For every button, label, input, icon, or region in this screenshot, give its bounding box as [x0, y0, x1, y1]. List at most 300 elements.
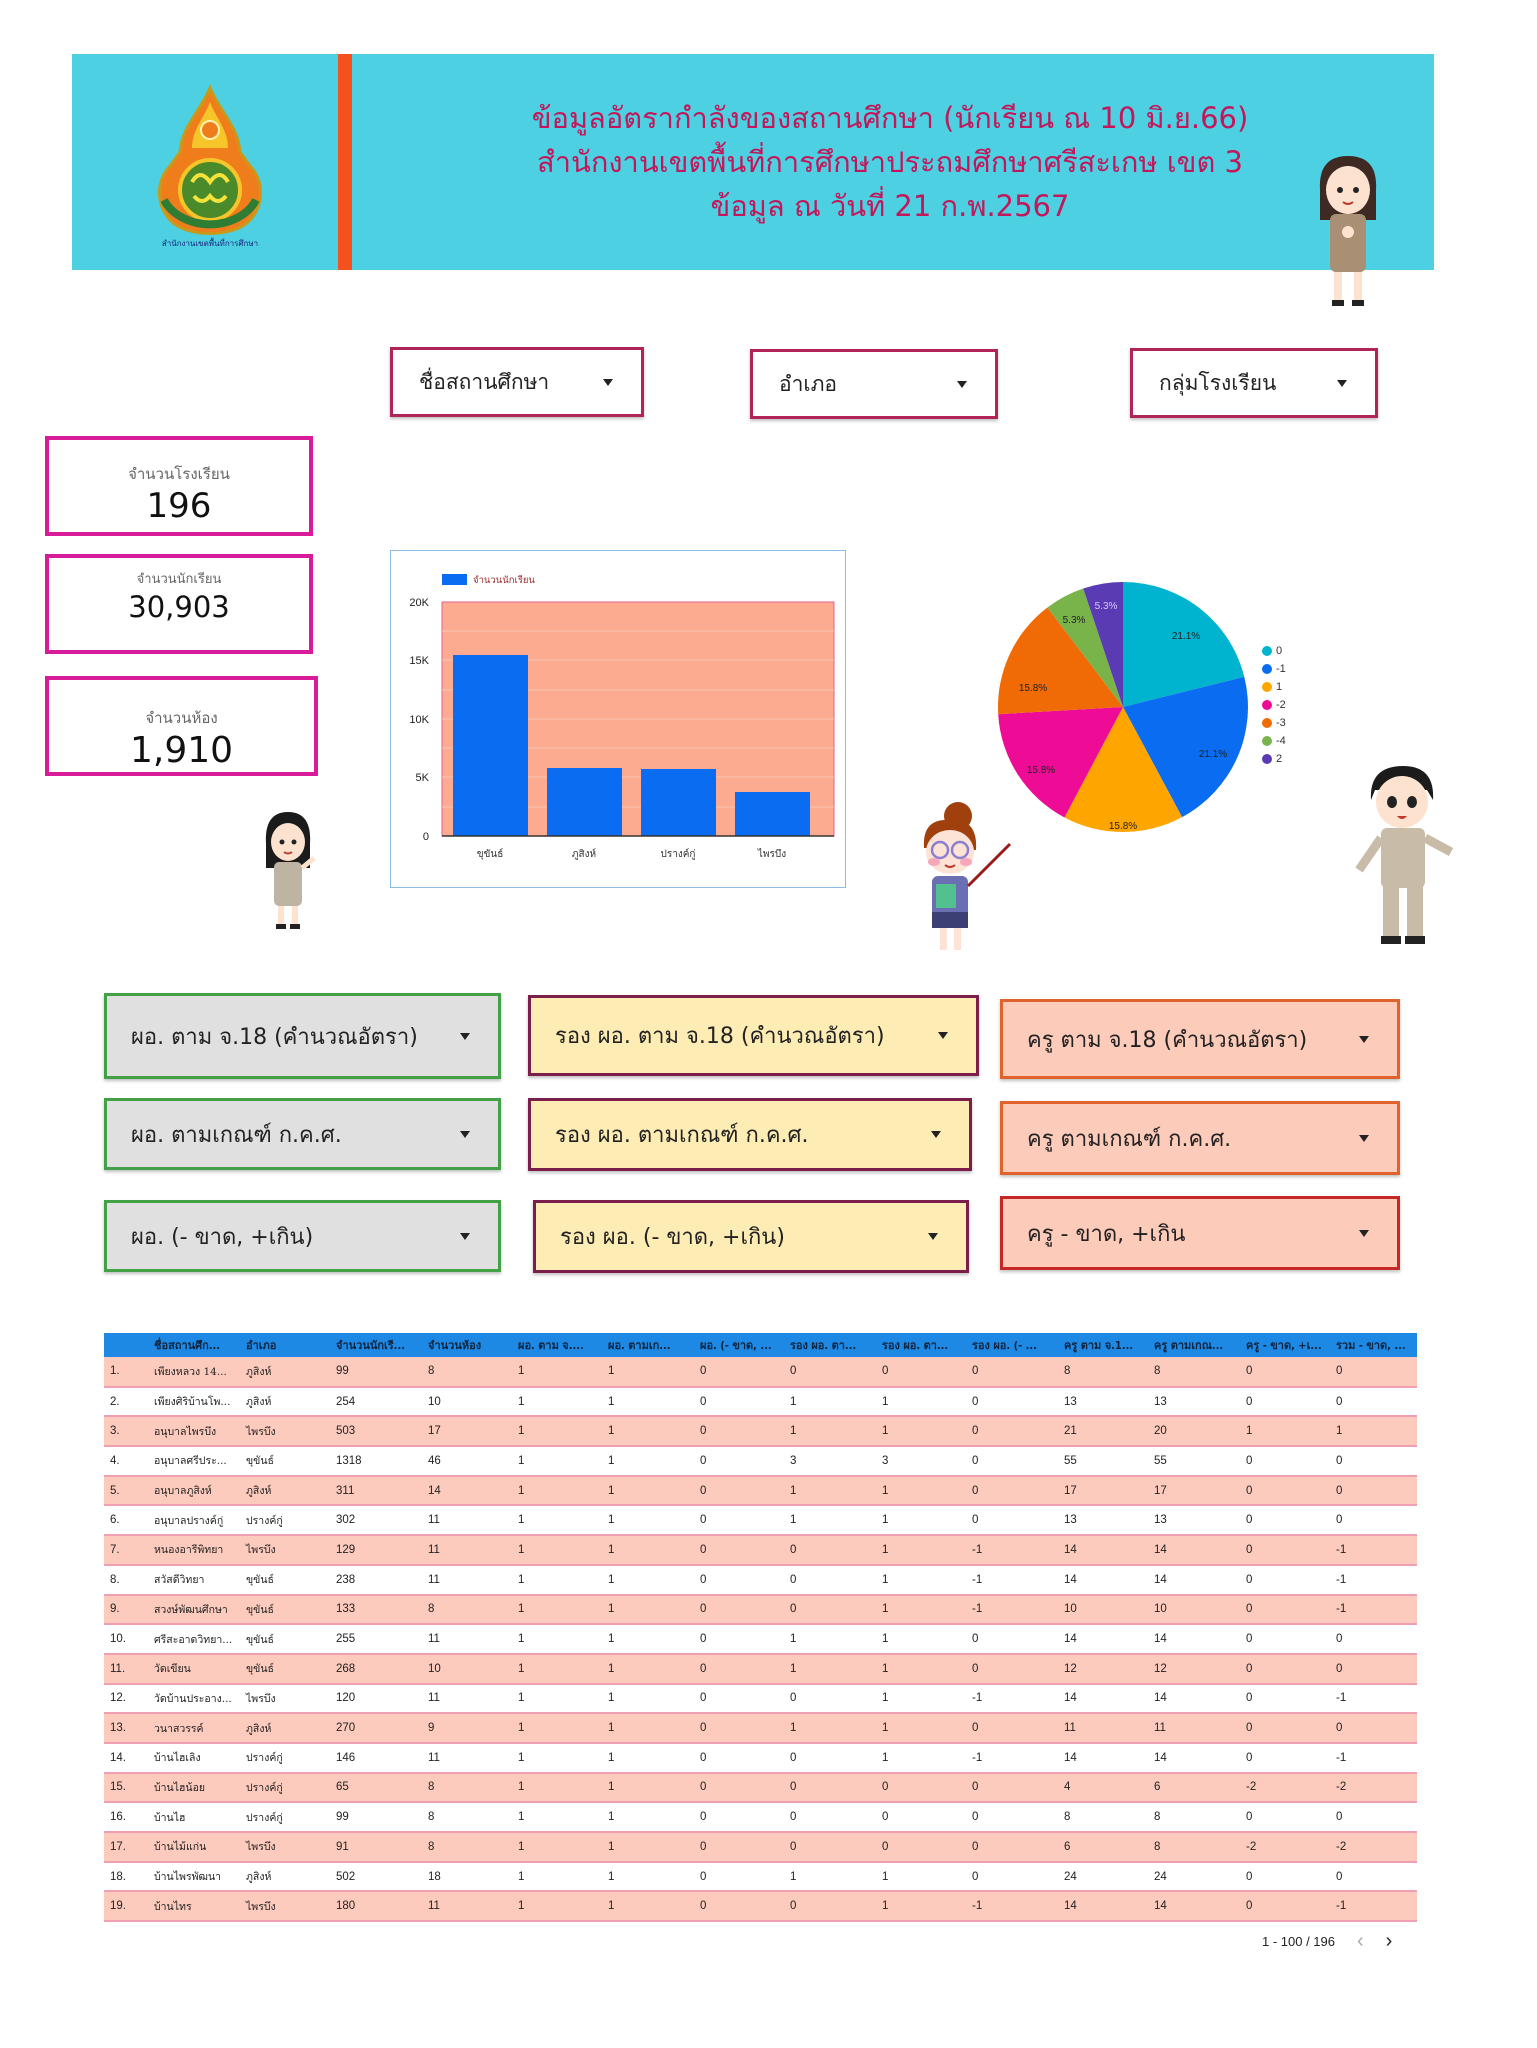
table-cell: 14: [1148, 1565, 1240, 1595]
school-group-filter-label: กลุ่มโรงเรียน: [1159, 370, 1277, 395]
table-cell: 6: [1058, 1832, 1148, 1862]
table-cell: 133: [330, 1595, 422, 1625]
table-cell: 0: [694, 1773, 784, 1803]
table-cell: 1: [784, 1713, 876, 1743]
table-cell: 1: [784, 1505, 876, 1535]
pie-legend-item: -4: [1262, 735, 1286, 747]
column-header[interactable]: ครู ตามเกณ...: [1148, 1333, 1240, 1357]
table-cell: ภูสิงห์: [240, 1476, 330, 1506]
table-cell: 0: [966, 1832, 1058, 1862]
table-cell: 0: [784, 1743, 876, 1773]
table-cell: 1318: [330, 1446, 422, 1476]
column-header[interactable]: รอง ผอ. ตา...: [784, 1333, 876, 1357]
filter-label: ผอ. (- ขาด, +เกิน): [131, 1224, 314, 1250]
table-cell: บ้านไฮ: [148, 1802, 240, 1832]
table-row[interactable]: [104, 1743, 1417, 1773]
table-cell: ปรางค์กู่: [240, 1773, 330, 1803]
district-filter[interactable]: [750, 349, 998, 419]
district-filter-label: อำเภอ: [779, 371, 838, 396]
table-cell: 1: [876, 1624, 966, 1654]
table-cell: ภูสิงห์: [240, 1713, 330, 1743]
table-cell: ภูสิงห์: [240, 1387, 330, 1417]
table-cell: ศรีสะอาดวิทยา...: [148, 1624, 240, 1654]
table-cell: 13: [1058, 1505, 1148, 1535]
row-index: 13.: [104, 1713, 148, 1743]
teacher-mascot-small-icon: [258, 808, 320, 937]
table-cell: 0: [966, 1387, 1058, 1417]
table-cell: 254: [330, 1387, 422, 1417]
table-cell: 302: [330, 1505, 422, 1535]
table-cell: 55: [1058, 1446, 1148, 1476]
table-cell: 1: [512, 1535, 602, 1565]
table-cell: 1: [602, 1743, 694, 1773]
banner-accent-stripe: [338, 54, 352, 270]
table-cell: 11: [422, 1535, 512, 1565]
table-cell: ปรางค์กู่: [240, 1505, 330, 1535]
table-cell: -1: [966, 1565, 1058, 1595]
row-index: 18.: [104, 1862, 148, 1892]
table-cell: 1: [602, 1535, 694, 1565]
table-cell: 1: [602, 1565, 694, 1595]
filter-label: รอง ผอ. ตาม จ.18 (คำนวณอัตรา): [555, 1024, 885, 1049]
table-cell: 1: [512, 1684, 602, 1714]
table-cell: 6: [1148, 1773, 1240, 1803]
table-row[interactable]: [104, 1684, 1417, 1714]
table-cell: 1: [602, 1595, 694, 1625]
table-row[interactable]: [104, 1446, 1417, 1476]
table-cell: 55: [1148, 1446, 1240, 1476]
table-cell: 1: [512, 1891, 602, 1921]
table-cell: 1: [602, 1832, 694, 1862]
table-cell: -2: [1240, 1832, 1330, 1862]
table-cell: 1: [876, 1416, 966, 1446]
table-cell: บ้านไฮเลิง: [148, 1743, 240, 1773]
table-cell: 0: [1330, 1862, 1417, 1892]
table-cell: 8: [1058, 1357, 1148, 1387]
row-index: 6.: [104, 1505, 148, 1535]
table-cell: 8: [1148, 1832, 1240, 1862]
director-ratio-filter[interactable]: [104, 993, 501, 1079]
table-cell: ไพรบึง: [240, 1684, 330, 1714]
row-index: 14.: [104, 1743, 148, 1773]
pie-legend-item: -2: [1262, 699, 1286, 711]
svg-text:5K: 5K: [415, 772, 429, 784]
svg-text:5.3%: 5.3%: [1094, 601, 1118, 612]
table-cell: 13: [1058, 1387, 1148, 1417]
chevron-down-icon: [460, 1033, 470, 1040]
table-cell: 0: [694, 1535, 784, 1565]
chevron-down-icon: [928, 1233, 938, 1240]
table-cell: 0: [1240, 1565, 1330, 1595]
table-cell: 9: [422, 1713, 512, 1743]
table-cell: 10: [422, 1387, 512, 1417]
column-header[interactable]: ชื่อสถานศึก...: [148, 1333, 240, 1357]
table-cell: 17: [422, 1416, 512, 1446]
row-index: 2.: [104, 1387, 148, 1417]
shortage-distribution-pie-chart: [990, 575, 1320, 835]
chevron-down-icon: [460, 1131, 470, 1138]
table-cell: วัดบ้านประอาง...: [148, 1684, 240, 1714]
table-cell: 1: [512, 1654, 602, 1684]
table-row[interactable]: [104, 1357, 1417, 1387]
table-cell: 1: [876, 1743, 966, 1773]
pie-legend-item: -3: [1262, 717, 1286, 729]
table-cell: 8: [422, 1773, 512, 1803]
table-cell: ขุขันธ์: [240, 1624, 330, 1654]
table-row[interactable]: [104, 1595, 1417, 1625]
table-cell: ขุขันธ์: [240, 1595, 330, 1625]
table-cell: 0: [1240, 1891, 1330, 1921]
table-row[interactable]: [104, 1416, 1417, 1446]
table-cell: 1: [512, 1565, 602, 1595]
column-header[interactable]: จำนวนนักเรี...: [330, 1333, 422, 1357]
pagination-range: 1 - 100 / 196: [1262, 1934, 1335, 1949]
column-header[interactable]: ครู ตาม จ.1...: [1058, 1333, 1148, 1357]
table-cell: 65: [330, 1773, 422, 1803]
table-cell: 1: [512, 1743, 602, 1773]
table-cell: 1: [512, 1595, 602, 1625]
students-by-district-bar-chart: [390, 550, 846, 888]
table-cell: 11: [422, 1743, 512, 1773]
table-cell: 17: [1148, 1476, 1240, 1506]
table-cell: ไพรบึง: [240, 1832, 330, 1862]
teacher-ratio-filter[interactable]: [1000, 999, 1400, 1079]
table-cell: 1: [784, 1862, 876, 1892]
column-header[interactable]: อำเภอ: [240, 1333, 330, 1357]
table-cell: -1: [1330, 1743, 1417, 1773]
table-cell: -2: [1240, 1773, 1330, 1803]
kpi-label: จำนวนนักเรียน: [136, 572, 222, 587]
table-cell: ไพรบึง: [240, 1416, 330, 1446]
table-cell: 20: [1148, 1416, 1240, 1446]
table-cell: 0: [694, 1476, 784, 1506]
chevron-down-icon: [460, 1233, 470, 1240]
table-cell: 1: [602, 1713, 694, 1743]
svg-text:21.1%: 21.1%: [1171, 631, 1201, 642]
school-group-filter[interactable]: [1130, 348, 1378, 418]
row-index: 3.: [104, 1416, 148, 1446]
table-cell: 0: [694, 1684, 784, 1714]
table-cell: 0: [784, 1891, 876, 1921]
table-cell: -1: [966, 1535, 1058, 1565]
row-index: 17.: [104, 1832, 148, 1862]
table-cell: 270: [330, 1713, 422, 1743]
table-cell: 0: [1330, 1357, 1417, 1387]
table-cell: วนาสวรรค์: [148, 1713, 240, 1743]
svg-text:ขุขันธ์: ขุขันธ์: [476, 849, 504, 860]
column-header[interactable]: รอง ผอ. ตา...: [876, 1333, 966, 1357]
table-cell: 0: [694, 1357, 784, 1387]
teacher-shortage-filter[interactable]: [1000, 1196, 1400, 1270]
table-cell: 1: [512, 1773, 602, 1803]
table-cell: 0: [784, 1595, 876, 1625]
table-cell: ปรางค์กู่: [240, 1743, 330, 1773]
row-index: 7.: [104, 1535, 148, 1565]
table-cell: 21: [1058, 1416, 1148, 1446]
pie-legend-item: -1: [1262, 663, 1286, 675]
table-cell: 11: [1148, 1713, 1240, 1743]
table-cell: 1: [602, 1773, 694, 1803]
table-row[interactable]: [104, 1505, 1417, 1535]
table-cell: 0: [694, 1416, 784, 1446]
table-cell: 502: [330, 1862, 422, 1892]
table-cell: 238: [330, 1565, 422, 1595]
table-cell: 0: [1330, 1624, 1417, 1654]
table-cell: 0: [966, 1416, 1058, 1446]
table-row[interactable]: [104, 1713, 1417, 1743]
pie-legend-item: 0: [1262, 645, 1282, 657]
row-index: 15.: [104, 1773, 148, 1803]
table-cell: -1: [966, 1684, 1058, 1714]
table-cell: 0: [1330, 1446, 1417, 1476]
table-row[interactable]: [104, 1476, 1417, 1506]
legend-label: จำนวนนักเรียน: [473, 575, 535, 586]
table-cell: 10: [422, 1654, 512, 1684]
table-cell: อนุบาลปรางค์กู่: [148, 1505, 240, 1535]
table-cell: เพียงศิริบ้านโพ...: [148, 1387, 240, 1417]
table-cell: 0: [694, 1654, 784, 1684]
table-cell: 0: [966, 1713, 1058, 1743]
table-cell: 0: [1330, 1802, 1417, 1832]
obec-emblem-icon: [130, 82, 290, 252]
table-cell: 14: [422, 1476, 512, 1506]
table-cell: วัดเขียน: [148, 1654, 240, 1684]
column-header[interactable]: จำนวนห้อง: [422, 1333, 512, 1357]
title-line-3: ข้อมูล ณ วันที่ 21 ก.พ.2567: [710, 189, 1070, 223]
table-cell: 24: [1148, 1862, 1240, 1892]
svg-text:15.8%: 15.8%: [1108, 821, 1138, 832]
table-cell: ขุขันธ์: [240, 1654, 330, 1684]
filter-label: รอง ผอ. (- ขาด, +เกิน): [560, 1225, 785, 1250]
deputy-director-ratio-filter[interactable]: [528, 995, 979, 1076]
table-cell: 14: [1148, 1684, 1240, 1714]
table-cell: 8: [422, 1802, 512, 1832]
table-cell: 17: [1058, 1476, 1148, 1506]
table-cell: 0: [694, 1446, 784, 1476]
table-cell: 11: [422, 1624, 512, 1654]
row-index: 19.: [104, 1891, 148, 1921]
table-cell: 1: [512, 1624, 602, 1654]
table-cell: 12: [1148, 1654, 1240, 1684]
table-cell: -1: [966, 1595, 1058, 1625]
table-cell: 13: [1148, 1387, 1240, 1417]
deputy-director-ocsc-filter[interactable]: [528, 1098, 972, 1171]
table-cell: บ้านไทร: [148, 1891, 240, 1921]
table-cell: 24: [1058, 1862, 1148, 1892]
table-cell: อนุบาลภูสิงห์: [148, 1476, 240, 1506]
table-cell: 13: [1148, 1505, 1240, 1535]
table-row[interactable]: [104, 1832, 1417, 1862]
filter-label: รอง ผอ. ตามเกณฑ์ ก.ค.ศ.: [555, 1123, 809, 1148]
table-cell: 0: [966, 1446, 1058, 1476]
table-cell: 10: [1148, 1595, 1240, 1625]
title-line-2: สำนักงานเขตพื้นที่การศึกษาประถมศึกษาศรีสะเกษ เขต 3: [537, 145, 1243, 179]
chevron-down-icon: [938, 1032, 948, 1039]
table-row[interactable]: [104, 1387, 1417, 1417]
table-cell: 0: [966, 1802, 1058, 1832]
table-cell: 0: [784, 1684, 876, 1714]
table-cell: 8: [1058, 1802, 1148, 1832]
table-row[interactable]: [104, 1565, 1417, 1595]
table-cell: 8: [422, 1595, 512, 1625]
table-cell: 8: [1148, 1802, 1240, 1832]
table-cell: -1: [966, 1891, 1058, 1921]
table-cell: 0: [1240, 1684, 1330, 1714]
table-cell: 1: [512, 1446, 602, 1476]
column-header[interactable]: ผอ. ตาม จ....: [512, 1333, 602, 1357]
table-cell: 0: [966, 1624, 1058, 1654]
table-cell: 1: [512, 1416, 602, 1446]
table-cell: 0: [1330, 1387, 1417, 1417]
table-cell: 4: [1058, 1773, 1148, 1803]
filter-label: ผอ. ตาม จ.18 (คำนวณอัตรา): [131, 1024, 418, 1050]
table-cell: บ้านไฮน้อย: [148, 1773, 240, 1803]
table-cell: 0: [1240, 1802, 1330, 1832]
table-cell: 1: [602, 1476, 694, 1506]
filter-label: ผอ. ตามเกณฑ์ ก.ค.ศ.: [131, 1122, 342, 1148]
table-cell: อนุบาลไพรบึง: [148, 1416, 240, 1446]
table-cell: 91: [330, 1832, 422, 1862]
table-cell: 11: [422, 1505, 512, 1535]
svg-text:สำนักงานเขตพื้นที่การศึกษา: สำนักงานเขตพื้นที่การศึกษา: [161, 239, 259, 248]
row-index: 11.: [104, 1654, 148, 1684]
table-cell: 120: [330, 1684, 422, 1714]
column-header[interactable]: รวม - ขาด, ...: [1330, 1333, 1417, 1357]
school-staffing-table: [104, 1333, 1415, 1922]
table-cell: ไพรบึง: [240, 1535, 330, 1565]
table-cell: 0: [1240, 1862, 1330, 1892]
teacher-mascot-male-icon: [1355, 760, 1455, 955]
kpi-value: 30,903: [128, 590, 230, 624]
table-cell: -1: [1330, 1535, 1417, 1565]
table-cell: 1: [784, 1387, 876, 1417]
table-row[interactable]: [104, 1535, 1417, 1565]
table-cell: สวงษ์พัฒนศึกษา: [148, 1595, 240, 1625]
table-cell: 14: [1148, 1535, 1240, 1565]
table-row[interactable]: [104, 1862, 1417, 1892]
table-cell: 0: [966, 1505, 1058, 1535]
table-cell: 255: [330, 1624, 422, 1654]
table-cell: บ้านไพรพัฒนา: [148, 1862, 240, 1892]
table-cell: 0: [1240, 1446, 1330, 1476]
table-cell: 14: [1058, 1565, 1148, 1595]
table-cell: 99: [330, 1802, 422, 1832]
table-cell: 1: [876, 1505, 966, 1535]
table-row[interactable]: [104, 1802, 1417, 1832]
table-cell: 8: [422, 1832, 512, 1862]
table-cell: อนุบาลศรีประ...: [148, 1446, 240, 1476]
table-cell: 11: [422, 1565, 512, 1595]
title-line-1: ข้อมูลอัตรากำลังของสถานศึกษา (นักเรียน ณ 10 มิ.ย.66): [531, 101, 1249, 135]
table-row[interactable]: [104, 1624, 1417, 1654]
column-header[interactable]: ผอ. ตามเก...: [602, 1333, 694, 1357]
filter-label: ครู ตาม จ.18 (คำนวณอัตรา): [1027, 1027, 1308, 1053]
column-header[interactable]: ครู - ขาด, +เ...: [1240, 1333, 1330, 1357]
table-cell: 1: [602, 1862, 694, 1892]
table-cell: 11: [422, 1684, 512, 1714]
pie-legend-item: 1: [1262, 681, 1282, 693]
table-cell: 146: [330, 1743, 422, 1773]
table-cell: ไพรบึง: [240, 1891, 330, 1921]
table-row[interactable]: [104, 1654, 1417, 1684]
table-cell: 311: [330, 1476, 422, 1506]
table-cell: 0: [694, 1743, 784, 1773]
deputy-director-shortage-filter[interactable]: [533, 1200, 969, 1273]
table-cell: 0: [694, 1802, 784, 1832]
table-cell: 1: [512, 1476, 602, 1506]
filter-label: ครู ตามเกณฑ์ ก.ค.ศ.: [1027, 1126, 1232, 1152]
table-cell: -1: [1330, 1565, 1417, 1595]
table-cell: 10: [1058, 1595, 1148, 1625]
chevron-down-icon: [931, 1131, 941, 1138]
director-shortage-filter[interactable]: [104, 1200, 501, 1272]
row-index: 9.: [104, 1595, 148, 1625]
table-cell: 1: [784, 1416, 876, 1446]
table-cell: 3: [784, 1446, 876, 1476]
table-cell: 503: [330, 1416, 422, 1446]
table-cell: 11: [422, 1891, 512, 1921]
page-title: [420, 96, 1360, 228]
table-cell: 0: [1330, 1476, 1417, 1506]
svg-text:ปรางค์กู่: ปรางค์กู่: [660, 849, 696, 860]
table-cell: 1: [1330, 1416, 1417, 1446]
table-cell: 0: [1240, 1505, 1330, 1535]
column-header[interactable]: [104, 1333, 148, 1357]
svg-text:15.8%: 15.8%: [1018, 683, 1048, 694]
table-cell: 1: [512, 1387, 602, 1417]
table-row[interactable]: [104, 1773, 1417, 1803]
pie-legend-item: 2: [1262, 753, 1282, 765]
table-cell: 1: [876, 1684, 966, 1714]
table-cell: 0: [694, 1832, 784, 1862]
table-cell: ภูสิงห์: [240, 1862, 330, 1892]
school-name-filter[interactable]: [390, 347, 644, 417]
teacher-ocsc-filter[interactable]: [1000, 1101, 1400, 1175]
table-cell: 3: [876, 1446, 966, 1476]
table-row[interactable]: [104, 1891, 1417, 1921]
chevron-down-icon: [603, 379, 613, 386]
table-cell: 1: [602, 1446, 694, 1476]
table-cell: 129: [330, 1535, 422, 1565]
table-cell: 18: [422, 1862, 512, 1892]
table-cell: สวัสดีวิทยา: [148, 1565, 240, 1595]
chevron-down-icon: [957, 381, 967, 388]
chevron-right-icon[interactable]: ›: [1385, 1930, 1393, 1952]
table-cell: 1: [784, 1624, 876, 1654]
table-cell: 1: [602, 1505, 694, 1535]
table-cell: 0: [784, 1832, 876, 1862]
table-cell: 0: [876, 1773, 966, 1803]
kpi-label: จำนวนโรงเรียน: [128, 465, 230, 483]
table-cell: -1: [1330, 1684, 1417, 1714]
table-cell: 0: [876, 1357, 966, 1387]
director-ocsc-filter[interactable]: [104, 1098, 501, 1170]
table-cell: 14: [1058, 1743, 1148, 1773]
chevron-down-icon: [1359, 1036, 1369, 1043]
column-header[interactable]: ผอ. (- ขาด, ...: [694, 1333, 784, 1357]
svg-text:ภูสิงห์: ภูสิงห์: [571, 849, 597, 860]
student-mascot-pointer-icon: [910, 800, 1020, 960]
svg-text:5.3%: 5.3%: [1062, 615, 1086, 626]
table-cell: 1: [876, 1862, 966, 1892]
svg-text:15K: 15K: [409, 655, 429, 667]
table-cell: -1: [1330, 1595, 1417, 1625]
table-cell: 8: [422, 1357, 512, 1387]
svg-text:21.1%: 21.1%: [1198, 749, 1228, 760]
column-header[interactable]: รอง ผอ. (- ...: [966, 1333, 1058, 1357]
chevron-left-icon[interactable]: ‹: [1357, 1930, 1364, 1952]
table-cell: 14: [1148, 1891, 1240, 1921]
